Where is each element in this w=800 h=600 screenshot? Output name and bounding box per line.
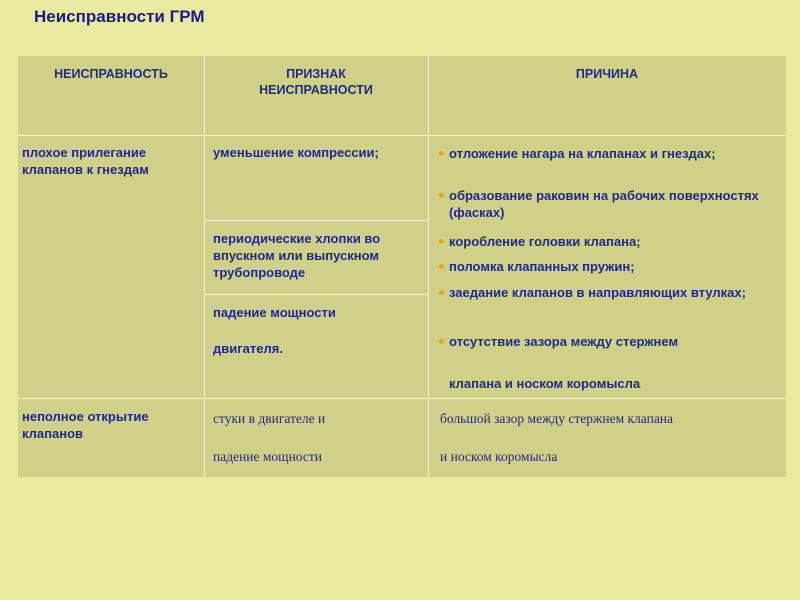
row2-cause-2: и носком коромысла [440,449,558,464]
page-title: Неисправности ГРМ [34,7,205,26]
cause-item: поломка клапанных пружин; [438,258,783,275]
cause-item: отсутствие зазора между стержнем [438,333,783,350]
row2-sign-1: стуки в двигателе и [213,411,326,426]
header-fault: НЕИСПРАВНОСТЬ [54,67,168,81]
bullet-icon [439,239,444,244]
row1-sign-2: периодические хлопки во впускном или выпускном трубопроводе [213,231,381,280]
faults-table [18,56,786,477]
bullet-icon [439,339,444,344]
cause-item-continued: клапана и носком коромысла [449,376,641,391]
column-divider [204,56,205,477]
bullet-icon [439,151,444,156]
bullet-icon [439,290,444,295]
row1-sign-3b: двигателя. [213,341,283,356]
row1-sign-3a: падение мощности [213,305,336,320]
cause-item: коробление головки клапана; [438,233,783,250]
header-cause: ПРИЧИНА [575,67,639,81]
column-divider [428,56,429,477]
bullet-icon [439,264,444,269]
row2-sign-2: падение мощности [213,449,323,464]
bullet-icon [439,193,444,198]
row2-fault: неполное открытие клапанов [22,409,149,441]
cause-item: отложение нагара на клапанах и гнездах; [438,145,783,162]
cause-item: заедание клапанов в направляющих втулках; [438,284,783,301]
header-sign: ПРИЗНАК НЕИСПРАВНОСТИ [259,67,373,97]
row-divider [204,220,428,221]
row-divider [18,135,786,136]
row1-fault: плохое прилегание клапанов к гнездам [22,145,149,177]
row2-cause-1: большой зазор между стержнем клапана [440,411,674,426]
row-divider [204,294,428,295]
row-divider [18,398,786,399]
cause-item: образование раковин на рабочих поверхностях (фасках) [438,187,783,221]
row1-sign-1: уменьшение компрессии; [213,145,379,160]
